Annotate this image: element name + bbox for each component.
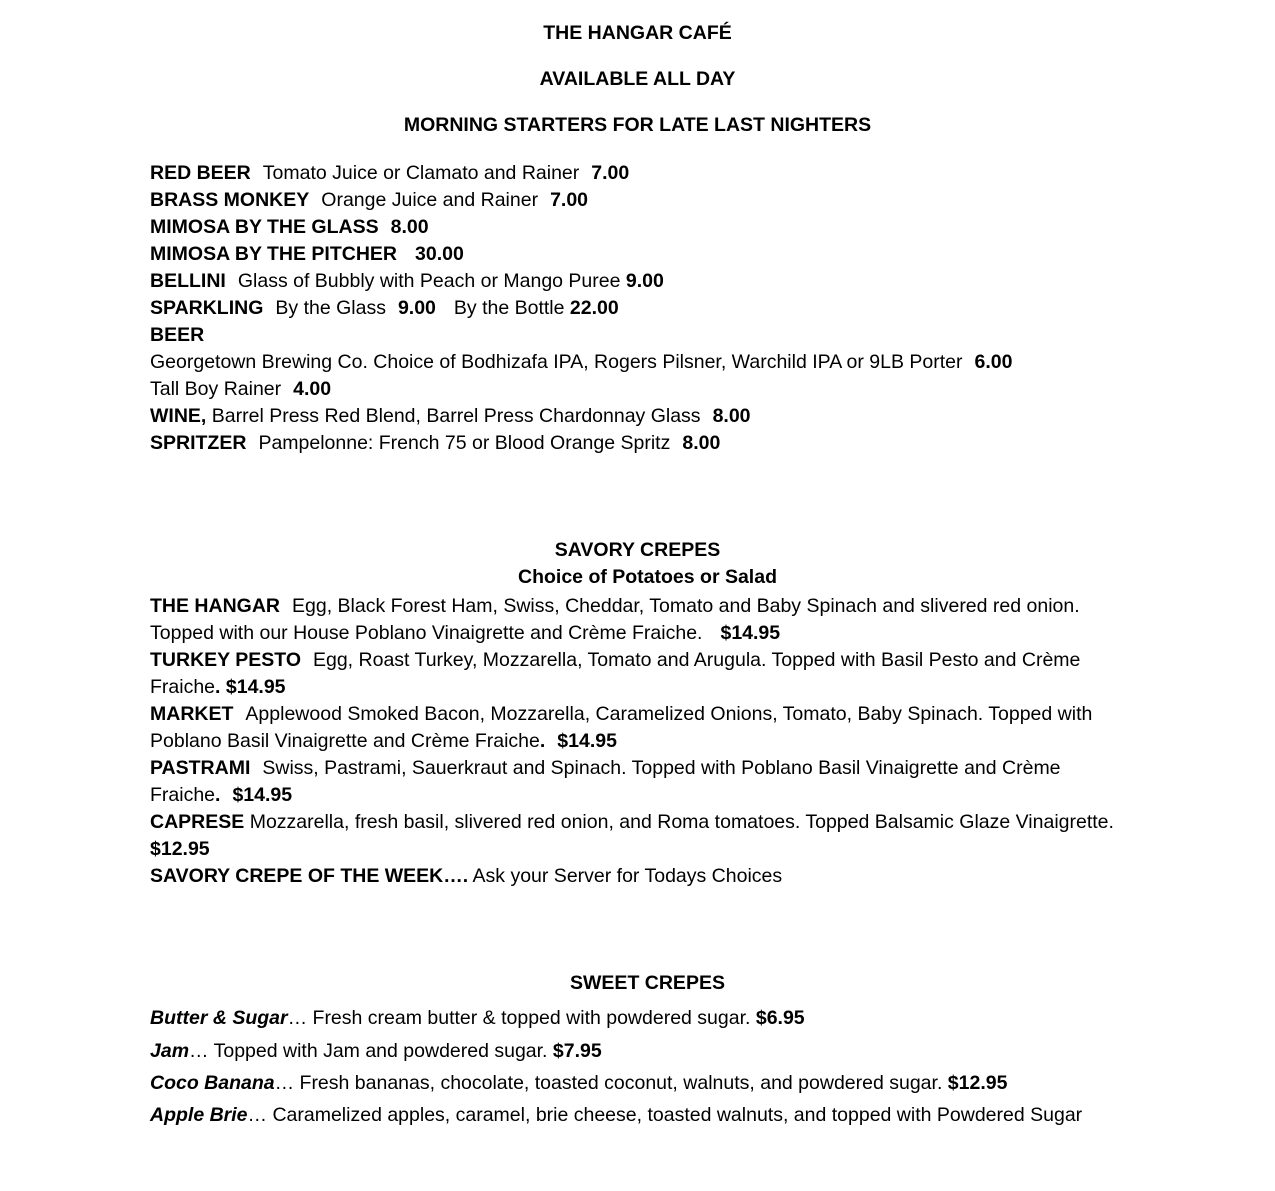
menu-item-jam [150,1035,1120,1068]
item-name: SAVORY CREPE OF THE WEEK…. [150,865,469,887]
item-name: RED BEER [150,162,251,184]
item-desc: Swiss, Pastrami, Sauerkraut and Spinach. Topped with Poblano Basil Vinaigrette and Crème Fraiche [150,757,1061,806]
item-desc: … Topped with Jam and powdered sugar. [189,1039,548,1062]
item-desc: Tall Boy Rainer [150,378,282,400]
item-name: BEER [150,324,205,346]
item-name: MARKET [150,703,234,725]
menu-item-georgetown-beer [150,349,1120,376]
item-desc: Egg, Roast Turkey, Mozzarella, Tomato and Arugula. Topped with Basil Pesto and Crème Fraiche [150,649,1081,698]
item-name: THE HANGAR [150,595,280,617]
savory-section-subtitle: Choice of Potatoes or Salad [518,566,777,588]
item-name: CAPRESE [150,811,245,833]
item-name: Butter & Sugar [150,1007,288,1029]
savory-section-title: SAVORY CREPES [554,539,721,561]
menu-item-tall-boy [150,376,1120,403]
availability-heading: AVAILABLE ALL DAY [539,68,736,90]
menu-item-market: MARKET Applewood Smoked Bacon, Mozzarella, Caramelized Onions, Tomato, Baby Spinach. Topped with Poblano Basil Vinaigrette and Crème Fraiche. $14.95 [150,703,1093,752]
item-desc: Egg, Black Forest Ham, Swiss, Cheddar, Tomato and Baby Spinach and slivered red onion. Topped with our House Poblano Vinaigrette and Crème Fraiche. [150,595,1080,644]
item-desc: Ask your Server for Todays Choices [472,865,783,887]
item-price: $7.95 [552,1039,602,1062]
menu-item-butter-sugar [150,1002,1120,1035]
item-name: Coco Banana [150,1072,275,1094]
item-price: $6.95 [755,1007,805,1029]
item-price: $14.95 [225,676,286,698]
item-desc: Mozzarella, fresh basil, slivered red onion, and Roma tomatoes. Topped Balsamic Glaze Vinaigrette. [249,811,1114,833]
item-desc: … Fresh cream butter & topped with powdered sugar. [287,1007,751,1029]
item-price: 9.00 [625,270,664,292]
item-price: 7.00 [591,162,630,184]
menu-item-apple-brie [150,1102,1120,1129]
item-name: Jam [150,1039,190,1062]
sweet-crepes-list [150,1002,1120,1129]
item-price: 8.00 [390,216,429,238]
item-price: 30.00 [415,243,464,265]
item-name: SPARKLING [150,297,264,319]
item-price: $14.95 [232,784,293,806]
item-desc: Barrel Press Red Blend, Barrel Press Chardonnay Glass [211,405,701,427]
menu-item-coco-banana [150,1067,1120,1100]
morning-section-title: MORNING STARTERS FOR LATE LAST NIGHTERS [403,114,872,136]
item-name: TURKEY PESTO [150,649,301,671]
cafe-title: THE HANGAR CAFÉ [543,22,732,44]
menu-item-spritzer [150,430,1120,457]
glass-label: By the Glass [275,297,386,319]
item-desc: Tomato Juice or Clamato and Rainer [262,162,580,184]
item-desc: Georgetown Brewing Co. Choice of Bodhizafa IPA, Rogers Pilsner, Warchild IPA or 9LB Porter [150,351,963,373]
item-price: $12.95 [947,1072,1008,1094]
item-desc: … Fresh bananas, chocolate, toasted coconut, walnuts, and powdered sugar. [274,1072,943,1094]
item-name: MIMOSA BY THE GLASS [150,216,379,238]
menu-item-pastrami: PASTRAMI Swiss, Pastrami, Sauerkraut and Spinach. Topped with Poblano Basil Vinaigrette and Crème Fraiche. $14.95 [150,757,1061,806]
glass-price: 9.00 [397,297,436,319]
item-name: SPRITZER [150,432,247,454]
item-price: $14.95 [557,730,617,752]
item-desc: Pampelonne: French 75 or Blood Orange Spritz [258,432,671,454]
menu-item-mimosa-pitcher [150,241,1120,268]
menu-item-brass-monkey [150,187,1120,214]
beer-heading [150,322,1120,349]
item-name: BRASS MONKEY [150,189,310,211]
menu-item-red-beer [150,160,1120,187]
item-desc: Applewood Smoked Bacon, Mozzarella, Caramelized Onions, Tomato, Baby Spinach. Topped with Poblano Basil Vinaigrette and Crème Fraiche [150,703,1093,752]
bottle-label: By the Bottle [453,297,565,319]
item-price: 4.00 [293,378,332,400]
menu-item-caprese [150,809,1120,863]
item-name: MIMOSA BY THE PITCHER [150,243,398,265]
item-name: PASTRAMI [150,757,251,779]
menu-item-the-hangar [150,593,1120,647]
item-price: 6.00 [974,351,1013,373]
item-name: WINE, [150,405,207,427]
bottle-price: 22.00 [569,297,619,319]
menu-item-mimosa-glass [150,214,1120,241]
menu-item-bellini [150,268,1120,295]
item-price: $14.95 [720,622,781,644]
item-price: 8.00 [682,432,721,454]
menu-item-crepe-of-the-week [150,863,1120,890]
menu-item-turkey-pesto: TURKEY PESTO Egg, Roast Turkey, Mozzarella, Tomato and Arugula. Topped with Basil Pesto and Crème Fraiche. $14.95 [150,649,1081,698]
item-price: 8.00 [712,405,751,427]
menu-item-wine [150,403,1120,430]
item-name: Apple Brie [150,1103,248,1126]
menu-item-sparkling [150,295,1120,322]
savory-crepes-list [150,593,1120,890]
item-price: $12.95 [150,838,210,860]
item-desc: Orange Juice and Rainer [321,189,539,211]
item-desc: Glass of Bubbly with Peach or Mango Puree [237,270,621,292]
sweet-section-title: SWEET CREPES [570,972,725,994]
morning-starters-list [150,160,1120,457]
item-desc: … Caramelized apples, caramel, brie cheese, toasted walnuts, and topped with Powdered Sugar [247,1103,1083,1126]
item-price: 7.00 [550,189,589,211]
item-name: BELLINI [150,270,226,292]
